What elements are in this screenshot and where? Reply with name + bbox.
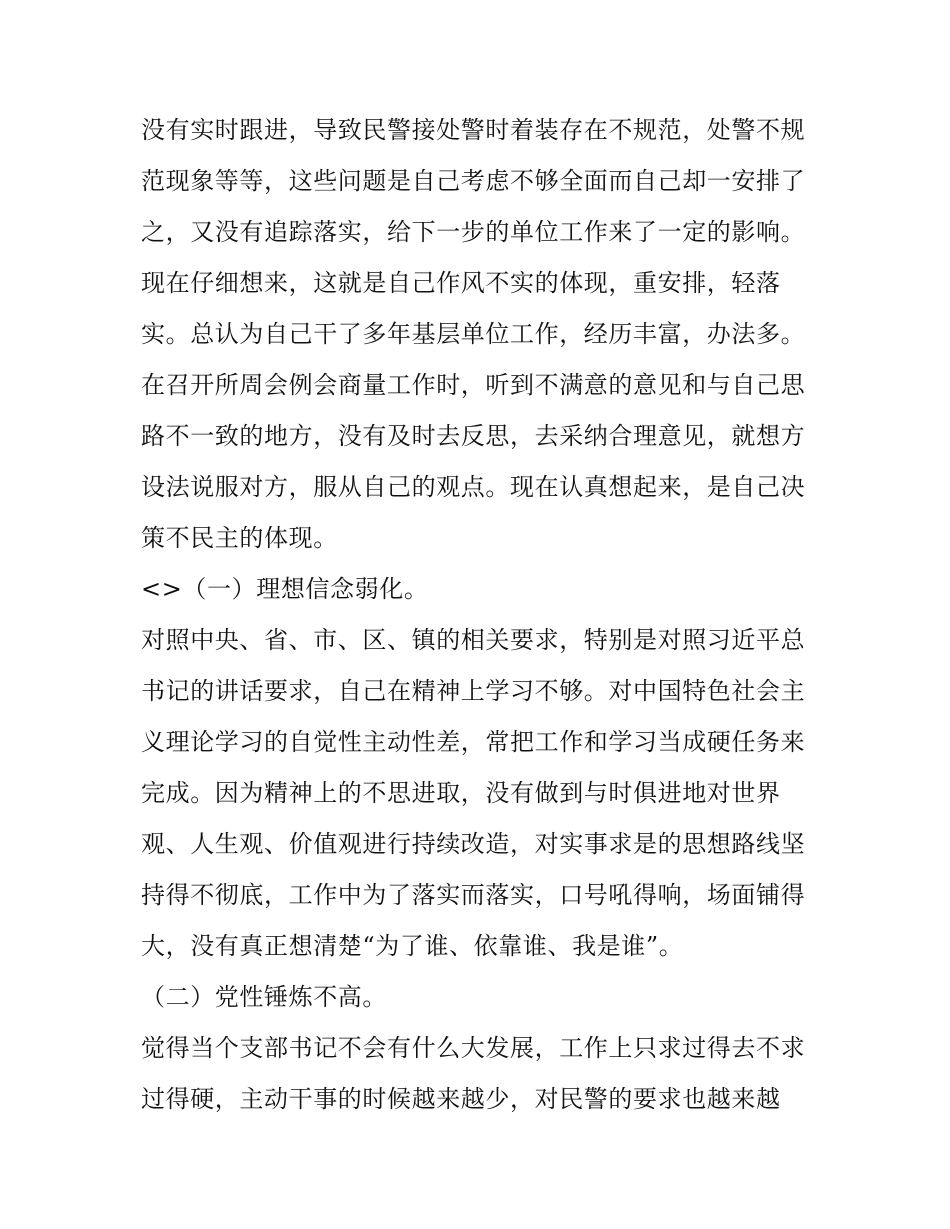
text-line: 范现象等等，这些问题是自己考虑不够全面而自己却一安排了 <box>141 167 806 195</box>
text-line: 现在仔细想来，这就是自己作风不实的体现，重安排，轻落 <box>141 269 781 297</box>
text-line: 策不民主的体现。 <box>141 524 338 552</box>
text-line: 在召开所周会例会商量工作时，听到不满意的意见和与自己思 <box>141 371 806 399</box>
text-line: 没有实时跟进，导致民警接处警时着装存在不规范，处警不规 <box>141 116 806 144</box>
text-line: 义理论学习的自觉性主动性差，常把工作和学习当成硬任务来 <box>141 728 806 756</box>
section-heading: <>（一）理想信念弱化。 <box>141 575 429 603</box>
text-line: 觉得当个支部书记不会有什么大发展，工作上只求过得去不求 <box>141 1034 806 1062</box>
section-heading: （二）党性锤炼不高。 <box>141 983 387 1011</box>
text-line: 书记的讲话要求，自己在精神上学习不够。对中国特色社会主 <box>141 677 806 705</box>
text-line: 实。总认为自己干了多年基层单位工作，经历丰富，办法多。 <box>141 320 806 348</box>
text-line: 大，没有真正想清楚“为了谁、依靠谁、我是谁”。 <box>141 932 684 960</box>
text-line: 之，又没有追踪落实，给下一步的单位工作来了一定的影响。 <box>141 218 806 246</box>
text-line: 路不一致的地方，没有及时去反思，去采纳合理意见，就想方 <box>141 422 806 450</box>
text-line: 对照中央、省、市、区、镇的相关要求，特别是对照习近平总 <box>141 626 806 654</box>
text-line: 过得硬，主动干事的时候越来越少，对民警的要求也越来越 <box>141 1085 781 1113</box>
text-line: 设法说服对方，服从自己的观点。现在认真想起来，是自己决 <box>141 473 806 501</box>
text-line: 完成。因为精神上的不思进取，没有做到与时俱进地对世界 <box>141 779 781 807</box>
text-line: 持得不彻底，工作中为了落实而落实，口号吼得响，场面铺得 <box>141 881 806 909</box>
text-line: 观、人生观、价值观进行持续改造，对实事求是的思想路线坚 <box>141 830 806 858</box>
